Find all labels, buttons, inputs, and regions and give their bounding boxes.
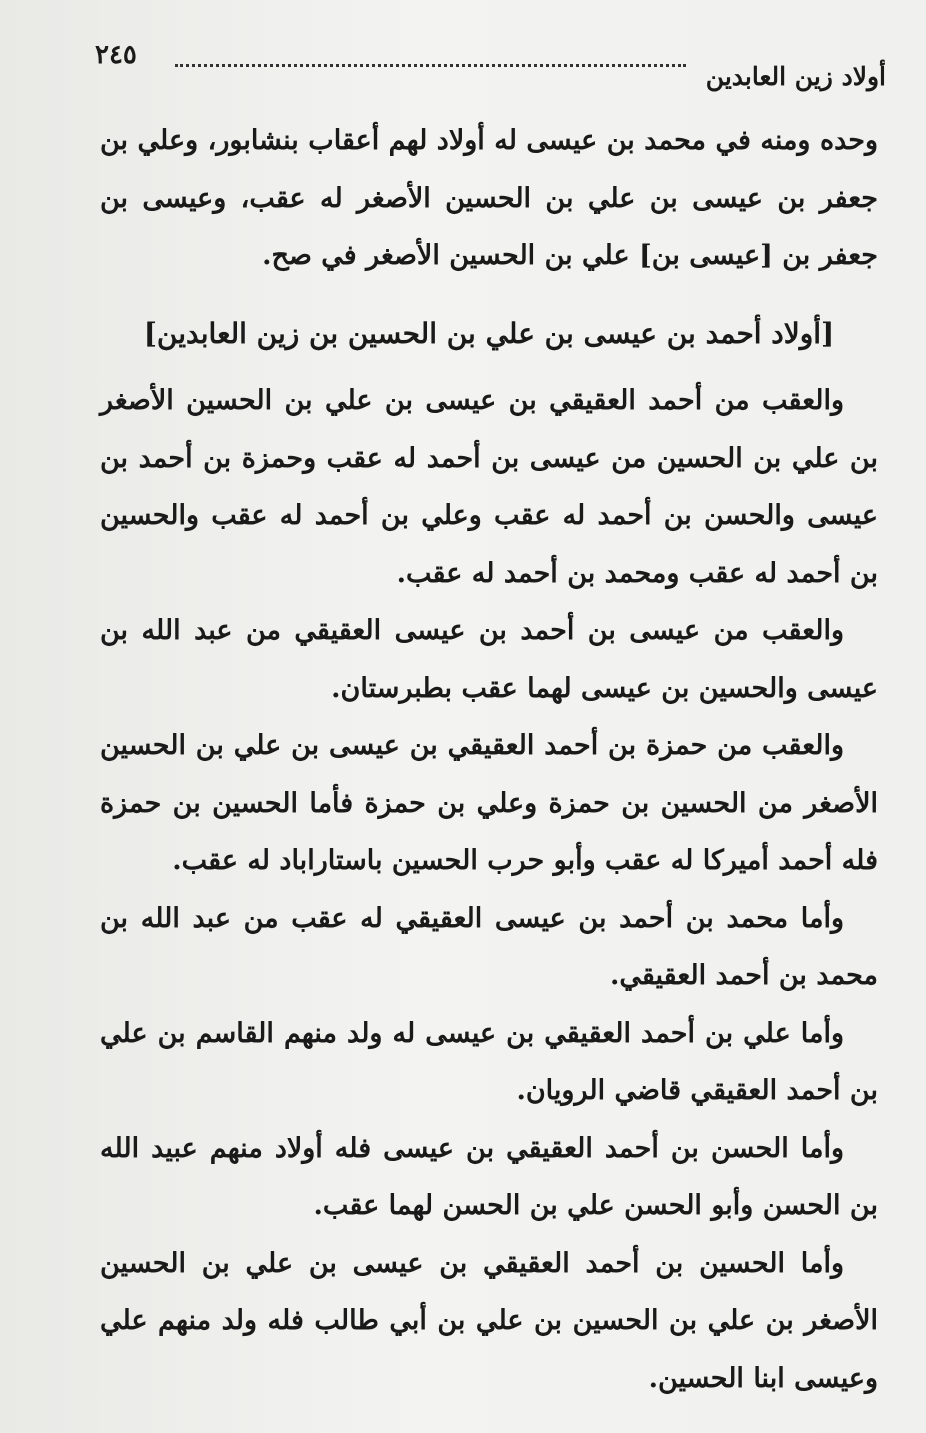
- section-heading: [أولاد أحمد بن عيسى بن علي بن الحسين بن زين العابدين]: [143, 316, 835, 350]
- running-title: أولاد زين العابدين: [705, 62, 886, 91]
- paragraph-4: والعقب من حمزة بن أحمد العقيقي بن عيسى بن علي بن الحسين الأصغر من الحسين بن حمزة وعلي بن حمزة فأما الحسين بن حمزة فله أحمد أميركا له عقب وأبو حرب الحسين باستاراباد له عقب.: [100, 730, 878, 876]
- dotted-leader: [175, 64, 686, 67]
- page-number: ٢٤٥: [95, 40, 137, 70]
- page-body: [100, 112, 878, 1407]
- page-header: [95, 40, 886, 100]
- paragraph-5: وأما محمد بن أحمد بن عيسى العقيقي له عقب من عبد الله بن محمد بن أحمد العقيقي.: [100, 902, 878, 991]
- paragraph-1: وحده ومنه في محمد بن عيسى له أولاد لهم أعقاب بنشابور، وعلي بن جعفر بن عيسى بن علي بن الحسين الأصغر له عقب، وعيسى بن جعفر بن [عيسى بن] علي بن الحسين الأصغر في صح.: [100, 125, 878, 271]
- paragraph-8: وأما الحسين بن أحمد العقيقي بن عيسى بن علي بن الحسين الأصغر بن علي بن الحسين بن علي بن أبي طالب فله ولد منهم علي وعيسى ابنا الحسين.: [100, 1247, 878, 1394]
- paragraph-2: والعقب من أحمد العقيقي بن عيسى بن علي بن الحسين الأصغر بن علي بن الحسين من عيسى بن أحمد له عقب وحمزة بن أحمد بن عيسى والحسن بن أحمد له عقب وعلي بن أحمد له عقب والحسين بن أحمد له عقب ومحمد بن أحمد له عقب.: [100, 385, 878, 589]
- paragraph-3: والعقب من عيسى بن أحمد بن عيسى العقيقي من عبد الله بن عيسى والحسين بن عيسى لهما عقب بطبرستان.: [100, 615, 878, 704]
- paragraph-7: وأما الحسن بن أحمد العقيقي بن عيسى فله أولاد منهم عبيد الله بن الحسن وأبو الحسن علي بن الحسن لهما عقب.: [100, 1132, 878, 1221]
- paragraph-6: وأما علي بن أحمد العقيقي بن عيسى له ولد منهم القاسم بن علي بن أحمد العقيقي قاضي الرويان.: [100, 1017, 878, 1106]
